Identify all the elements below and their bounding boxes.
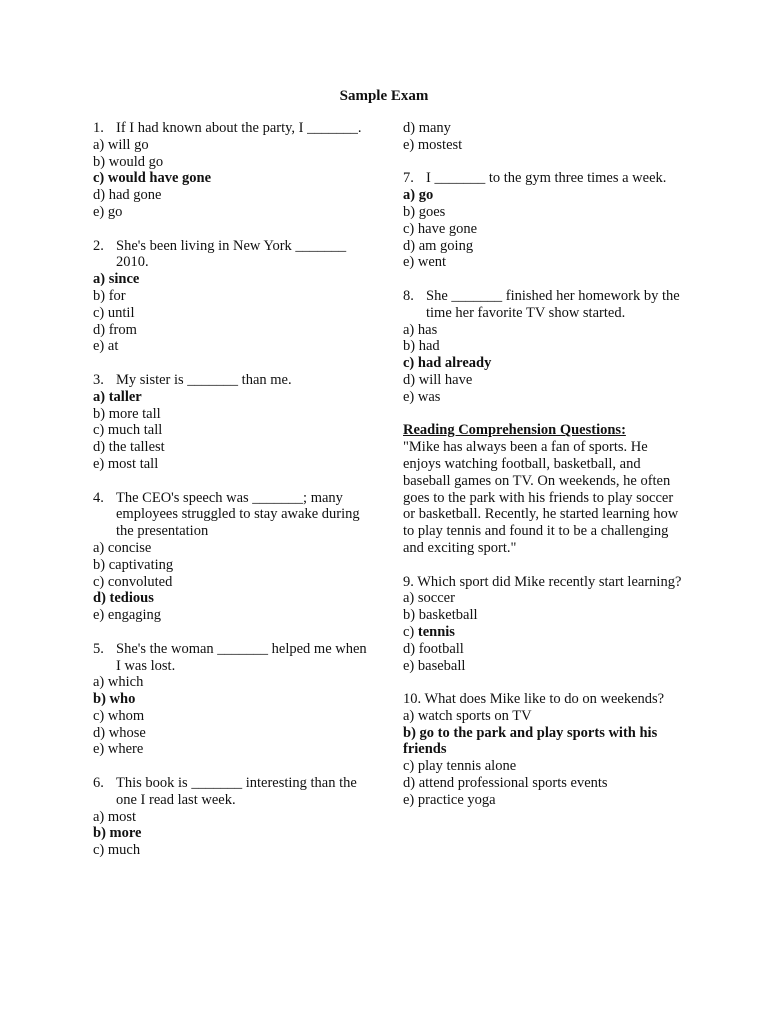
option-b: b) goes bbox=[403, 203, 446, 220]
option-e: e) went bbox=[403, 254, 447, 271]
question-stem bbox=[93, 238, 373, 272]
option-c: c) have gone bbox=[403, 220, 478, 237]
option-c-correct: c) tennis bbox=[403, 623, 455, 640]
question-stem bbox=[93, 490, 373, 540]
option-b-correct: b) who bbox=[93, 691, 136, 708]
question-number: 2. bbox=[93, 237, 104, 254]
question-number: 6. bbox=[93, 775, 104, 792]
question-8 bbox=[403, 288, 688, 406]
option-a: a) concise bbox=[93, 539, 152, 556]
option-b: b) for bbox=[93, 287, 126, 304]
option-d: d) will have bbox=[403, 371, 473, 388]
question-text: This book is _______ interesting than the one I read last week. bbox=[116, 775, 357, 808]
question-stem bbox=[403, 170, 688, 187]
question-stem bbox=[403, 288, 688, 322]
question-stem bbox=[93, 641, 373, 675]
option-d: d) the tallest bbox=[93, 439, 165, 456]
question-text: The CEO's speech was _______; many employees struggled to stay awake during the presentation bbox=[116, 489, 360, 540]
option-a-correct: a) taller bbox=[93, 388, 142, 405]
question-text: She's been living in New York _______ 2010. bbox=[116, 237, 347, 271]
option-b: b) basketball bbox=[403, 607, 478, 624]
option-a: a) soccer bbox=[403, 590, 455, 607]
option-e: e) at bbox=[93, 338, 119, 355]
question-2 bbox=[93, 238, 373, 356]
question-3 bbox=[93, 372, 373, 473]
option-c-correct: c) had already bbox=[403, 355, 492, 372]
left-column bbox=[93, 120, 373, 859]
option-b: b) more tall bbox=[93, 405, 161, 422]
option-b: b) captivating bbox=[93, 556, 174, 573]
option-a: a) will go bbox=[93, 136, 149, 153]
question-number: 4. bbox=[93, 489, 104, 506]
question-stem bbox=[93, 372, 373, 389]
question-number: 8. bbox=[403, 287, 414, 304]
option-d: d) from bbox=[93, 321, 137, 338]
option-b-correct: b) go to the park and play sports with his friends bbox=[403, 724, 658, 758]
question-text: If I had known about the party, I _______. bbox=[116, 120, 362, 136]
question-text: I _______ to the gym three times a week. bbox=[426, 170, 667, 187]
option-e: e) baseball bbox=[403, 657, 466, 674]
option-c-correct: c) would have gone bbox=[93, 170, 212, 187]
question-1 bbox=[93, 120, 373, 221]
option-c: c) much tall bbox=[93, 422, 163, 439]
question-text: My sister is _______ than me. bbox=[116, 371, 292, 388]
option-a: a) watch sports on TV bbox=[403, 707, 532, 724]
question-number: 3. bbox=[93, 371, 104, 388]
option-c: c) convoluted bbox=[93, 573, 173, 590]
option-b: b) had bbox=[403, 338, 440, 355]
option-d: d) had gone bbox=[93, 187, 162, 204]
option-d: d) whose bbox=[93, 724, 146, 741]
option-e: e) was bbox=[403, 388, 441, 405]
option-c: c) play tennis alone bbox=[403, 758, 517, 775]
question-6 bbox=[93, 775, 373, 859]
option-a: a) which bbox=[93, 674, 144, 691]
option-e: e) practice yoga bbox=[403, 791, 496, 808]
question-text: 10. What does Mike like to do on weekends? bbox=[403, 691, 665, 708]
reading-passage: "Mike has always been a fan of sports. He enjoys watching football, basketball, and baseball games on TV. On weekends, he often goes to the park with his friends to play soccer or basketball. Recently, he started learning how to play tennis and found it to be a challenging and exciting sport." bbox=[403, 439, 679, 556]
question-9 bbox=[403, 574, 688, 675]
question-5 bbox=[93, 641, 373, 759]
reading-section bbox=[403, 422, 688, 556]
question-number: 7. bbox=[403, 170, 414, 187]
question-6-continued bbox=[403, 120, 688, 154]
option-d: d) football bbox=[403, 640, 464, 657]
option-a: a) has bbox=[403, 321, 438, 338]
option-a-correct: a) go bbox=[403, 187, 434, 204]
question-text: 9. Which sport did Mike recently start learning? bbox=[403, 573, 682, 590]
question-text: She _______ finished her homework by the time her favorite TV show started. bbox=[426, 287, 680, 321]
question-text: She's the woman _______ helped me when I was lost. bbox=[116, 640, 367, 674]
option-d: d) many bbox=[403, 120, 451, 136]
option-b-correct: b) more bbox=[93, 825, 142, 842]
question-4 bbox=[93, 490, 373, 624]
option-b: b) would go bbox=[93, 153, 164, 170]
option-c: c) much bbox=[93, 842, 141, 859]
option-e: e) where bbox=[93, 741, 144, 758]
option-e: e) mostest bbox=[403, 136, 463, 153]
option-c: c) whom bbox=[93, 707, 145, 724]
option-a-correct: a) since bbox=[93, 271, 140, 288]
option-d: d) am going bbox=[403, 237, 474, 254]
option-d-correct: d) tedious bbox=[93, 590, 154, 607]
question-stem bbox=[93, 775, 373, 809]
option-a: a) most bbox=[93, 808, 137, 825]
option-e: e) most tall bbox=[93, 455, 159, 472]
question-10 bbox=[403, 691, 688, 809]
option-e: e) engaging bbox=[93, 607, 162, 624]
reading-heading: Reading Comprehension Questions: bbox=[403, 422, 626, 439]
option-d: d) attend professional sports events bbox=[403, 775, 608, 792]
right-column bbox=[403, 120, 688, 825]
question-stem bbox=[93, 120, 373, 137]
question-number: 1. bbox=[93, 120, 104, 136]
question-number: 5. bbox=[93, 640, 104, 657]
option-e: e) go bbox=[93, 203, 123, 220]
option-c: c) until bbox=[93, 304, 135, 321]
page-title: Sample Exam bbox=[339, 88, 429, 104]
question-7 bbox=[403, 170, 688, 271]
